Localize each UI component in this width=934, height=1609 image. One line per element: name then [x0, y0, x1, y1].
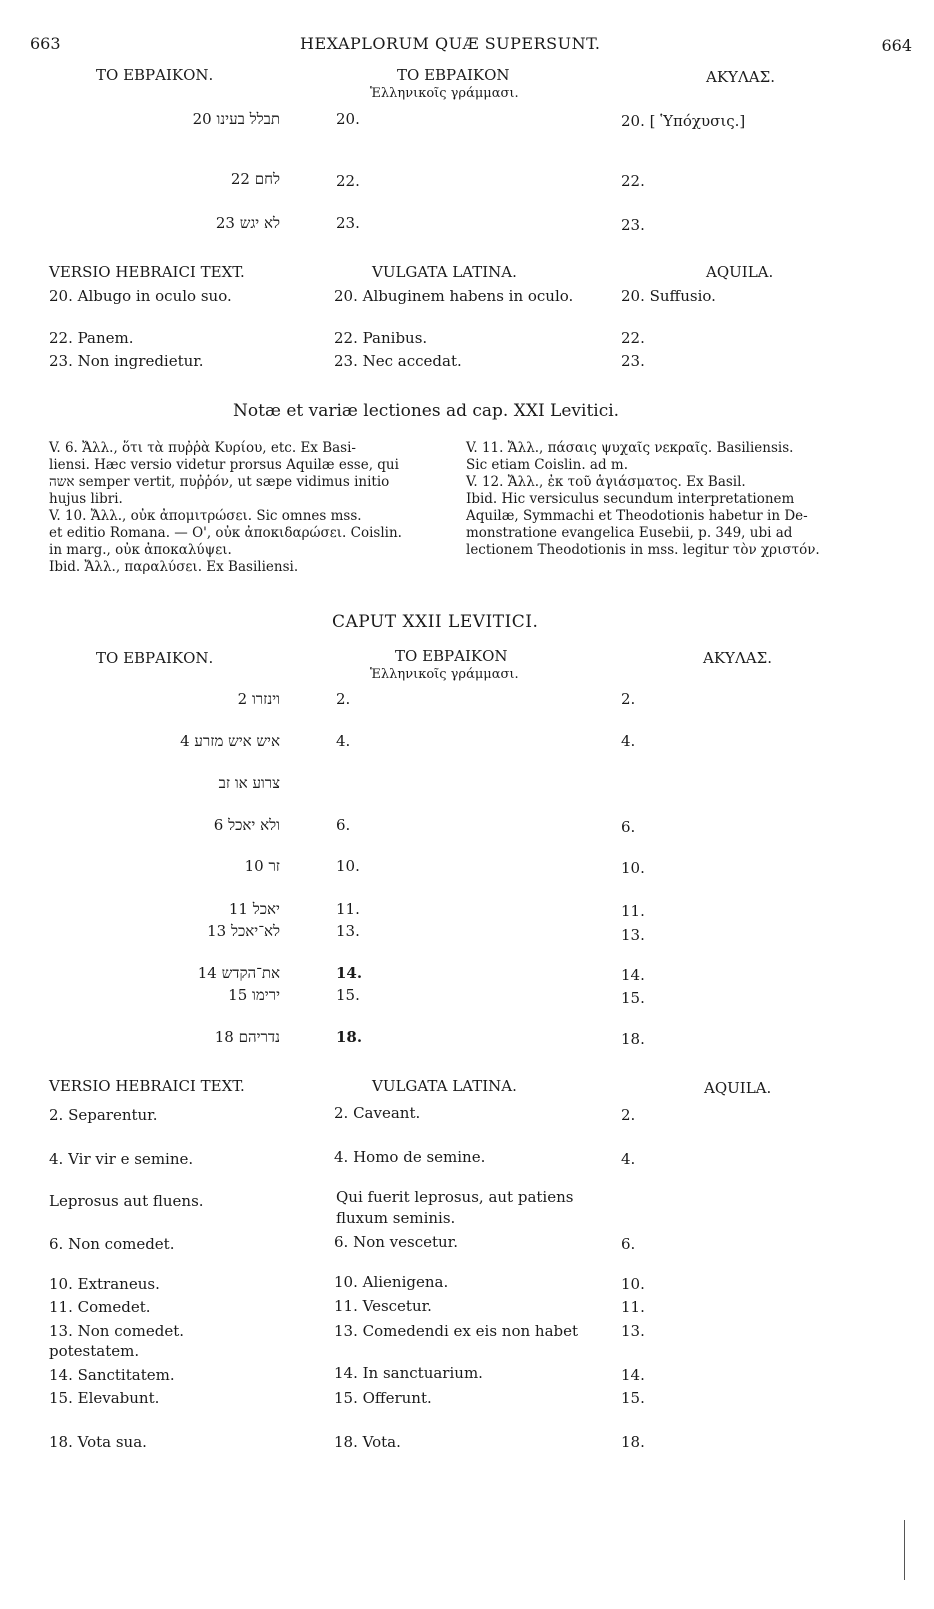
- aquila-reading: 18.: [621, 1030, 645, 1048]
- hebrew-line: את־הקדש 14: [197, 964, 280, 982]
- vulgata-line: 2. Caveant.: [334, 1104, 421, 1122]
- vulgata-line: 14. In sanctuarium.: [334, 1364, 483, 1382]
- versio-line: 13. Non comedet.: [49, 1322, 185, 1340]
- running-title: HEXAPLORUM QUÆ SUPERSUNT.: [300, 34, 601, 53]
- vulgata-line: 6. Non vescetur.: [334, 1233, 458, 1251]
- aquila-reading: 10.: [621, 859, 645, 877]
- hebrew-line: תבלל בעינו 20: [192, 110, 280, 128]
- versio-line: 15. Elevabunt.: [49, 1389, 160, 1407]
- vulgata-line: 15. Offerunt.: [334, 1389, 432, 1407]
- aquila-line: 20. Suffusio.: [621, 287, 716, 305]
- versio-line: 18. Vota sua.: [49, 1433, 147, 1451]
- aquila-reading: 14.: [621, 966, 645, 984]
- note-line: Ibid. Hic versiculus secundum interpretationem: [466, 491, 795, 507]
- col-subhead-greek-letters: Ἑλληνικοῖς γράμμασι.: [370, 667, 519, 682]
- verse-number: 11.: [336, 900, 360, 918]
- versio-line: 22. Panem.: [49, 329, 134, 347]
- aquila-reading: 15.: [621, 989, 645, 1007]
- note-line: V. 11. Ἄλλ., πάσαις ψυχαῖς νεκραῖς. Basiliensis.: [466, 440, 794, 456]
- col-head-aquila: ΑΚΥΛΑΣ.: [706, 68, 775, 86]
- page-number-right: 664: [881, 36, 912, 55]
- aquila-line: 4.: [621, 1150, 636, 1168]
- hebrew-line: נדריהם 18: [214, 1028, 280, 1046]
- versio-line: Leprosus aut fluens.: [49, 1192, 204, 1210]
- vulgata-line: 18. Vota.: [334, 1433, 401, 1451]
- col-head-versio: VERSIO HEBRAICI TEXT.: [49, 263, 245, 281]
- note-line: Ibid. Ἄλλ., παραλύσει. Ex Basiliensi.: [49, 559, 299, 575]
- hebrew-line: לחם 22: [230, 170, 280, 188]
- vulgata-line: 10. Alienigena.: [334, 1273, 449, 1291]
- versio-line: 10. Extraneus.: [49, 1275, 160, 1293]
- col-head-vulgata: VULGATA LATINA.: [372, 263, 517, 281]
- aquila-line: 6.: [621, 1235, 636, 1253]
- vulgata-line: 22. Panibus.: [334, 329, 428, 347]
- aquila-line: 13.: [621, 1322, 645, 1340]
- note-line: in marg., οὐκ ἀποκαλύψει.: [49, 542, 232, 558]
- verse-number: 14.: [336, 964, 363, 982]
- verse-number: 15.: [336, 986, 360, 1004]
- vulgata-line: 4. Homo de semine.: [334, 1148, 486, 1166]
- note-line: lectionem Theodotionis in mss. legitur τὸν χριστόν.: [466, 542, 820, 558]
- aquila-line: 23.: [621, 352, 645, 370]
- verse-number: 23.: [336, 214, 360, 232]
- verse-number: 6.: [336, 816, 351, 834]
- vulgata-line: 20. Albuginem habens in oculo.: [334, 287, 574, 305]
- hebrew-line: וינזרו 2: [237, 690, 280, 708]
- note-line: V. 12. Ἄλλ., ἐκ τοῦ ἁγιάσματος. Ex Basil.: [466, 474, 746, 490]
- note-line: Sic etiam Coislin. ad m.: [466, 457, 628, 473]
- note-line: et editio Romana. — Ο', οὐκ ἀποκιδαρώσει. Coislin.: [49, 525, 402, 541]
- vulgata-line: Qui fuerit leprosus, aut patiens: [336, 1188, 574, 1206]
- note-line: V. 6. Ἄλλ., ὅτι τὰ πυῤῥὰ Κυρίου, etc. Ex Basi-: [49, 440, 356, 456]
- aquila-line: 2.: [621, 1106, 636, 1124]
- verse-number: 20.: [336, 110, 360, 128]
- col-subhead-greek-letters: Ἑλληνικοῖς γράμμασι.: [370, 86, 519, 101]
- vulgata-line-cont: potestatem.: [49, 1342, 140, 1360]
- versio-line: 11. Comedet.: [49, 1298, 151, 1316]
- verse-number: 10.: [336, 857, 360, 875]
- col-head-versio: VERSIO HEBRAICI TEXT.: [49, 1077, 245, 1095]
- col-head-aquila-latin: AQUILA.: [704, 1079, 772, 1097]
- vulgata-line: 23. Nec accedat.: [334, 352, 462, 370]
- aquila-reading: 6.: [621, 818, 636, 836]
- vulgata-line-cont: fluxum seminis.: [336, 1209, 456, 1227]
- note-line: V. 10. Ἄλλ., οὐκ ἀπομιτρώσει. Sic omnes mss.: [49, 508, 362, 524]
- verse-number: 4.: [336, 732, 351, 750]
- notes-right-column: [466, 440, 886, 559]
- col-head-hebrew-greek: ΤΟ ΕΒΡΑΙΚΟΝ: [397, 66, 510, 84]
- versio-line: 14. Sanctitatem.: [49, 1366, 175, 1384]
- note-line: monstratione evangelica Eusebii, p. 349, ubi ad: [466, 525, 793, 541]
- aquila-line: 22.: [621, 329, 645, 347]
- aquila-reading: 2.: [621, 690, 636, 708]
- hebrew-line: צרוע או זב: [218, 774, 280, 792]
- hebrew-line: ירימו 15: [228, 986, 280, 1004]
- vulgata-line: 13. Comedendi ex eis non habet: [334, 1322, 579, 1340]
- aquila-line: 18.: [621, 1433, 645, 1451]
- verse-number: 18.: [336, 1028, 363, 1046]
- notes-heading: Notæ et variæ lectiones ad cap. XXI Levitici.: [233, 401, 620, 421]
- verse-number: 13.: [336, 922, 360, 940]
- chapter-heading: CAPUT XXII LEVITICI.: [332, 612, 539, 632]
- scan-mark: [904, 1520, 905, 1580]
- aquila-line: 15.: [621, 1389, 645, 1407]
- aquila-line: 10.: [621, 1275, 645, 1293]
- aquila-line: 11.: [621, 1298, 645, 1316]
- hebrew-line: איש איש מזרע 4: [180, 732, 280, 750]
- hebrew-line: לא יגש 23: [215, 214, 280, 232]
- hebrew-line: ולא יאכל 6: [213, 816, 280, 834]
- col-head-aquila: ΑΚΥΛΑΣ.: [703, 649, 772, 667]
- versio-line: 4. Vir vir e semine.: [49, 1150, 194, 1168]
- note-line: אשה semper vertit, πυῤῥόν, ut sæpe vidimus initio: [49, 474, 390, 490]
- col-head-aquila-latin: AQUILA.: [706, 263, 774, 281]
- versio-line: 20. Albugo in oculo suo.: [49, 287, 232, 305]
- note-line: Aquilæ, Symmachi et Theodotionis habetur in De-: [466, 508, 808, 524]
- aquila-line: 14.: [621, 1366, 645, 1384]
- hebrew-line: לא־יאכל 13: [207, 922, 280, 940]
- aquila-reading: 22.: [621, 172, 645, 190]
- col-head-hebrew: ΤΟ ΕΒΡΑΙΚΟΝ.: [96, 66, 214, 84]
- versio-line: 6. Non comedet.: [49, 1235, 175, 1253]
- aquila-reading: 20. [ Ὑπόχυσις.]: [621, 112, 746, 130]
- notes-left-column: [49, 440, 444, 576]
- page-number-left: 663: [30, 34, 61, 53]
- aquila-reading: 23.: [621, 216, 645, 234]
- aquila-reading: 13.: [621, 926, 645, 944]
- hebrew-line: זר 10: [244, 857, 280, 875]
- verse-number: 2.: [336, 690, 351, 708]
- aquila-reading: 4.: [621, 732, 636, 750]
- hebrew-line: יאכל 11: [228, 900, 280, 918]
- col-head-hebrew-greek: ΤΟ ΕΒΡΑΙΚΟΝ: [395, 647, 508, 665]
- vulgata-line: 11. Vescetur.: [334, 1297, 432, 1315]
- versio-line: 2. Separentur.: [49, 1106, 158, 1124]
- verse-number: 22.: [336, 172, 360, 190]
- note-line: hujus libri.: [49, 491, 123, 507]
- col-head-hebrew: ΤΟ ΕΒΡΑΙΚΟΝ.: [96, 649, 214, 667]
- note-line: liensi. Hæc versio videtur prorsus Aquilæ esse, qui: [49, 457, 399, 473]
- col-head-vulgata: VULGATA LATINA.: [372, 1077, 517, 1095]
- versio-line: 23. Non ingredietur.: [49, 352, 204, 370]
- aquila-reading: 11.: [621, 902, 645, 920]
